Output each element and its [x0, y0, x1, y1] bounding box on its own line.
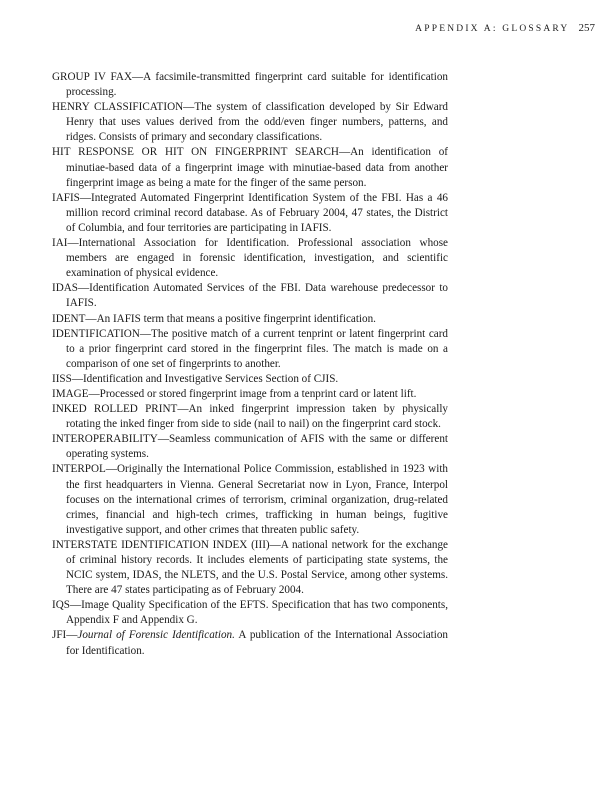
glossary-term: HIT RESPONSE OR HIT ON FINGERPRINT SEARCH	[52, 146, 339, 159]
glossary-term: INTEROPERABILITY	[52, 433, 158, 446]
glossary-entry: INTEROPERABILITY—Seamless communication of AFIS with the same or different operating systems.	[52, 433, 448, 461]
glossary-definition: A national network for the exchange of criminal history records. It includes elements of participating state systems, the NCIC system, IDAS, the NLETS, and the U.S. Postal Service, among other systems. There are 47 states participating as of February 2004.	[66, 538, 448, 597]
glossary-entry: IMAGE—Processed or stored fingerprint image from a tenprint card or latent lift.	[52, 387, 417, 400]
glossary-entry: INTERSTATE IDENTIFICATION INDEX (III)—A national network for the exchange of criminal history records. It includes elements of participating state systems, the NCIC system, IDAS, the NLETS, and the U.S. Postal Service, among other systems. There are 47 states participating as of February 2004.	[52, 538, 448, 597]
glossary-entry: GROUP IV FAX—A facsimile-transmitted fingerprint card suitable for identification processing.	[52, 71, 448, 99]
glossary-entry: IDAS—Identification Automated Services of the FBI. Data warehouse predecessor to IAFIS.	[52, 282, 448, 310]
glossary-definition: International Association for Identification. Professional association whose members are engaged in forensic identification, investigation, and scientific examination of physical evidence.	[66, 237, 448, 280]
running-title: APPENDIX A: GLOSSARY	[415, 24, 570, 34]
glossary-definition: An identification of minutiae-based data of a fingerprint image with minutiae-based data from another fingerprint image as being a mate for the finger of the same person.	[66, 146, 448, 189]
glossary-definition: Integrated Automated Fingerprint Identification System of the FBI. Has a 46 million record criminal record database. As of February 2004, 47 states, the District of Columbia, and four territories are participating in IAFIS.	[66, 191, 448, 234]
glossary-definition: An inked fingerprint impression taken by physically rotating the inked finger from side to side (nail to nail) on the fingerprint card stock.	[66, 403, 448, 431]
glossary-entry: IAFIS—Integrated Automated Fingerprint Identification System of the FBI. Has a 46 million record criminal record database. As of February 2004, 47 states, the District of Columbia, and four territories are participating in IAFIS.	[52, 191, 448, 234]
glossary-entry: INKED ROLLED PRINT—An inked fingerprint impression taken by physically rotating the inked finger from side to side (nail to nail) on the fingerprint card stock.	[52, 403, 448, 431]
glossary-term: HENRY CLASSIFICATION	[52, 101, 184, 114]
publication-title: Journal of Forensic Identification.	[77, 629, 235, 642]
glossary-term: IDENT	[52, 312, 86, 325]
glossary-term: IQS	[52, 599, 70, 612]
glossary-term: JFI	[52, 629, 67, 642]
glossary-term: INTERSTATE IDENTIFICATION INDEX (III)	[52, 538, 270, 551]
glossary-definition: Originally the International Police Commission, established in 1923 with the first headquarters in Vienna. General Secretariat now in Lyon, France, Interpol focuses on the international crimes of terrorism, criminal organization, drug-related crimes, financial and high-tech crimes, trafficking in human beings, fugitive investigative support, and other crimes that threaten public safety.	[66, 463, 448, 536]
glossary-definition: The system of classification developed by Sir Edward Henry that uses values derived from the odd/even finger numbers, patterns, and ridges. Consists of primary and secondary classifications.	[66, 101, 449, 144]
glossary-entry: HIT RESPONSE OR HIT ON FINGERPRINT SEARCH—An identification of minutiae-based data of a fingerprint image with minutiae-based data from another fingerprint image as being a mate for the finger of the same person.	[52, 146, 448, 189]
glossary-entry: JFI—Journal of Forensic Identification. A publication of the International Association for Identification.	[52, 629, 448, 657]
glossary-term: IDAS	[52, 282, 78, 295]
glossary-entry: INTERPOL—Originally the International Police Commission, established in 1923 with the first headquarters in Vienna. General Secretariat now in Lyon, France, Interpol focuses on the international crimes of terrorism, criminal organization, drug-related crimes, financial and high-tech crimes, trafficking in human beings, fugitive investigative support, and other crimes that threaten public safety.	[52, 463, 448, 536]
glossary-term: IAFIS	[52, 191, 80, 204]
glossary-term: IMAGE	[52, 387, 89, 400]
glossary-term: GROUP IV FAX	[52, 71, 132, 83]
glossary-entry: IDENTIFICATION—The positive match of a current tenprint or latent fingerprint card to a prior fingerprint card stored in the fingerprint files. The match is made on a comparison of one set of fingerprints to another.	[52, 327, 448, 370]
glossary-definition: Identification Automated Services of the FBI. Data warehouse predecessor to IAFIS.	[66, 282, 448, 310]
glossary-definition: A facsimile-transmitted fingerprint card suitable for identification processing.	[66, 71, 448, 99]
glossary-definition: Processed or stored fingerprint image from a tenprint card or latent lift.	[99, 387, 417, 400]
glossary-term: INTERPOL	[52, 463, 106, 476]
glossary-entry: IQS—Image Quality Specification of the EFTS. Specification that has two components, Appendix F and Appendix G.	[52, 599, 448, 627]
glossary-definition: Image Quality Specification of the EFTS. Specification that has two components, Appendix F and Appendix G.	[66, 599, 448, 627]
glossary-definition: An IAFIS term that means a positive fingerprint identification.	[96, 312, 376, 325]
glossary-term: IDENTIFICATION	[52, 327, 140, 340]
glossary-entry: IDENT—An IAFIS term that means a positive fingerprint identification.	[52, 312, 376, 325]
glossary-entry: HENRY CLASSIFICATION—The system of classification developed by Sir Edward Henry that uses values derived from the odd/even finger numbers, patterns, and ridges. Consists of primary and secondary classifications.	[52, 101, 449, 144]
page-number: 257	[578, 22, 595, 34]
running-head	[415, 22, 595, 34]
glossary-definition: Identification and Investigative Services Section of CJIS.	[82, 372, 339, 385]
glossary-definition: The positive match of a current tenprint or latent fingerprint card to a prior fingerprint card stored in the fingerprint files. The match is made on a comparison of one set of fingerprints to another.	[66, 327, 448, 370]
glossary-definition: A publication of the International Association for Identification.	[66, 629, 448, 657]
glossary-term: IISS	[52, 372, 72, 385]
glossary-definition: Seamless communication of AFIS with the same or different operating systems.	[66, 433, 448, 461]
glossary-body	[52, 70, 448, 659]
glossary-term: INKED ROLLED PRINT	[52, 403, 178, 416]
glossary-entry: IAI—International Association for Identification. Professional association whose members are engaged in forensic identification, investigation, and scientific examination of physical evidence.	[52, 237, 448, 280]
glossary-term: IAI	[52, 237, 68, 250]
glossary-entry: IISS—Identification and Investigative Services Section of CJIS.	[52, 372, 339, 385]
